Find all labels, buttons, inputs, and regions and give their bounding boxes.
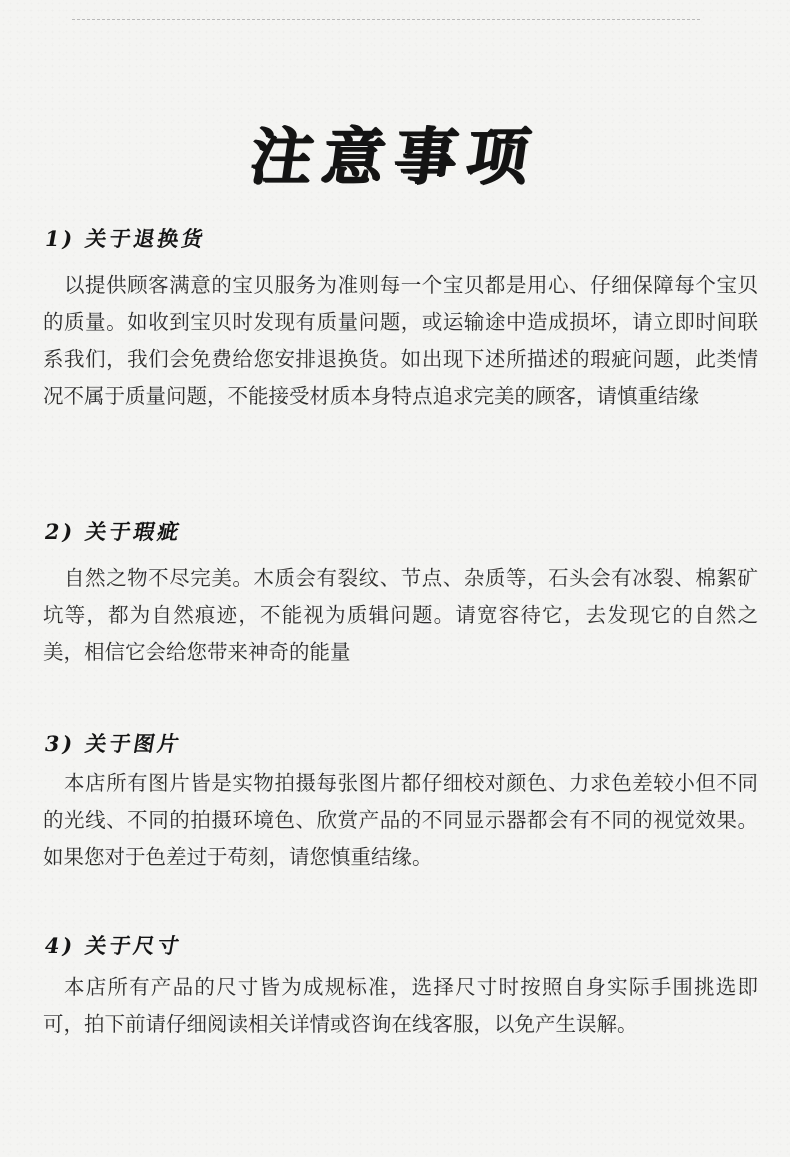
section-flaws — [43, 521, 758, 671]
section-body: 以提供顾客满意的宝贝服务为准则每一个宝贝都是用心、仔细保障每个宝贝的质量。如收到宝贝时发现有质量问题，或运输途中造成损坏，请立即时间联系我们，我们会免费给您安排退换货。如出现下述所描述的瑕疵问题，此类情况不属于质量问题，不能接受材质本身特点追求完美的顾客，请慎重结缘 — [43, 273, 758, 408]
section-heading: 4) 关于尺寸 — [42, 933, 184, 958]
section-body: 本店所有产品的尺寸皆为成规标准，选择尺寸时按照自身实际手围挑选即可，拍下前请仔细阅读相关详情或咨询在线客服，以免产生误解。 — [43, 975, 758, 1036]
section-body: 本店所有图片皆是实物拍摄每张图片都仔细校对颜色、力求色差较小但不同的光线、不同的拍摄环境色、欣赏产品的不同显示器都会有不同的视觉效果。如果您对于色差过于苟刻，请您慎重结缘。 — [43, 771, 758, 869]
section-heading: 3) 关于图片 — [42, 731, 184, 756]
section-sizes — [43, 935, 758, 1043]
top-divider — [72, 19, 700, 20]
section-heading: 2) 关于瑕疵 — [42, 519, 184, 544]
page-title: 注意事项 — [245, 119, 545, 193]
section-returns — [43, 228, 758, 415]
section-body: 自然之物不尽完美。木质会有裂纹、节点、杂质等，石头会有冰裂、棉絮矿坑等，都为自然痕迹，不能视为质辑问题。请宽容待它，去发现它的自然之美，相信它会给您带来神奇的能量 — [43, 566, 758, 664]
section-heading: 1) 关于退换货 — [42, 226, 208, 251]
section-pictures — [43, 733, 758, 876]
